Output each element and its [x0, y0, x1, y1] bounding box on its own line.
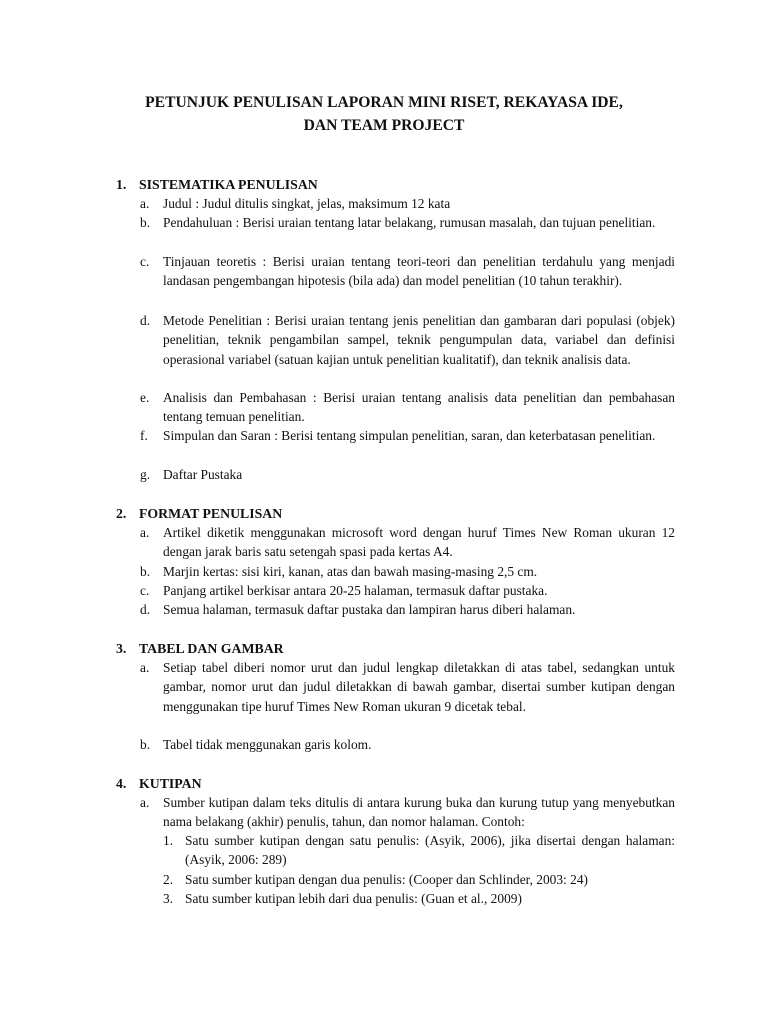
list-item-text: Panjang artikel berkisar antara 20-25 halaman, termasuk daftar pustaka. [163, 583, 548, 598]
list-item-label: c. [140, 254, 150, 269]
section-title: FORMAT PENULISAN [139, 506, 283, 521]
list-item-label: a. [140, 525, 150, 540]
list-item-label: a. [140, 196, 150, 211]
list-item-label: d. [140, 602, 151, 617]
list-item [140, 426, 675, 445]
list-item-text: Pendahuluan : Berisi uraian tentang latar belakang, rumusan masalah, dan tujuan penelitian. [163, 215, 656, 230]
sub-list-item-text: Satu sumber kutipan dengan dua penulis: (Cooper dan Schlinder, 2003: 24) [185, 872, 588, 887]
list-item [140, 793, 675, 832]
list-item-text: Daftar Pustaka [163, 467, 243, 482]
list-item-text: Sumber kutipan dalam teks ditulis di antara kurung buka dan kurung tutup yang menyebutkan nama belakang (akhir) penulis, tahun, dan nomor halaman. Contoh: [163, 795, 675, 830]
list-item [140, 465, 675, 484]
list-item-text: Metode Penelitian : Berisi uraian tentang jenis penelitian dan gambaran dari populasi (objek) penelitian, teknik pengambilan sampel, teknik pengumpulan data, variabel dan definisi operasional variabel (satuan kajian untuk penelitian kualitatif), dan teknik analisis data. [163, 313, 675, 367]
sub-list-item-text: Satu sumber kutipan lebih dari dua penulis: (Guan et al., 2009) [185, 891, 522, 906]
list-item-label: g. [140, 467, 151, 482]
list-item [140, 388, 675, 427]
list-item [140, 658, 675, 716]
list-item [140, 252, 675, 291]
list-item-label: c. [140, 583, 150, 598]
list-item-label: e. [140, 390, 150, 405]
list-item-text: Semua halaman, termasuk daftar pustaka dan lampiran harus diberi halaman. [163, 602, 576, 617]
list-item [140, 581, 675, 600]
list-item [140, 311, 675, 369]
list-item-label: f. [140, 428, 148, 443]
section-number: 2. [116, 506, 127, 521]
list-item [140, 600, 675, 619]
list-item [140, 194, 675, 213]
list-item-text: Marjin kertas: sisi kiri, kanan, atas dan bawah masing-masing 2,5 cm. [163, 564, 538, 579]
section-title: TABEL DAN GAMBAR [139, 641, 284, 656]
list-item-label: d. [140, 313, 151, 328]
section-title: KUTIPAN [139, 776, 202, 791]
list-item-text: Judul : Judul ditulis singkat, jelas, maksimum 12 kata [163, 196, 451, 211]
sub-list-item-label: 1. [163, 833, 174, 848]
list-item [140, 523, 675, 562]
list-item [140, 562, 675, 581]
document-title [90, 91, 678, 137]
section-title: SISTEMATIKA PENULISAN [139, 177, 318, 192]
title-line-2: DAN TEAM PROJECT [303, 117, 465, 134]
title-line-1: PETUNJUK PENULISAN LAPORAN MINI RISET, REKAYASA IDE, [145, 94, 623, 111]
list-item-text: Analisis dan Pembahasan : Berisi uraian tentang analisis data penelitian dan pembahasan tentang temuan penelitian. [163, 390, 675, 425]
list-item-label: b. [140, 215, 151, 230]
list-item-text: Simpulan dan Saran : Berisi tentang simpulan penelitian, saran, dan keterbatasan penelitian. [163, 428, 656, 443]
sub-list-item [163, 831, 675, 870]
sub-list-item-label: 2. [163, 872, 174, 887]
list-item-label: b. [140, 564, 151, 579]
list-item-text: Setiap tabel diberi nomor urut dan judul lengkap diletakkan di atas tabel, sedangkan untuk gambar, nomor urut dan judul diletakkan di bawah gambar, disertai sumber kutipan dengan menggunakan tipe huruf Times New Roman ukuran 9 dicetak tebal. [163, 660, 675, 714]
list-item [140, 213, 675, 232]
sub-list-item-text: Satu sumber kutipan dengan satu penulis: (Asyik, 2006), jika disertai dengan halaman: (Asyik, 2006: 289) [185, 833, 675, 868]
sub-list-item [163, 870, 675, 889]
sub-list-item [163, 889, 675, 908]
sub-list-item-label: 3. [163, 891, 174, 906]
list-item-label: a. [140, 660, 150, 675]
list-item-text: Tinjauan teoretis : Berisi uraian tentang teori-teori dan penelitian terdahulu yang menjadi landasan pengembangan hipotesis (bila ada) dan model penelitian (10 tahun terakhir). [163, 254, 675, 289]
section-number: 4. [116, 776, 127, 791]
section-number: 1. [116, 177, 127, 192]
list-item-text: Artikel diketik menggunakan microsoft word dengan huruf Times New Roman ukuran 12 dengan jarak baris satu setengah spasi pada kertas A4. [163, 525, 675, 560]
section-number: 3. [116, 641, 127, 656]
list-item-text: Tabel tidak menggunakan garis kolom. [163, 737, 372, 752]
list-item-label: a. [140, 795, 150, 810]
list-item [140, 735, 675, 754]
list-item-label: b. [140, 737, 151, 752]
